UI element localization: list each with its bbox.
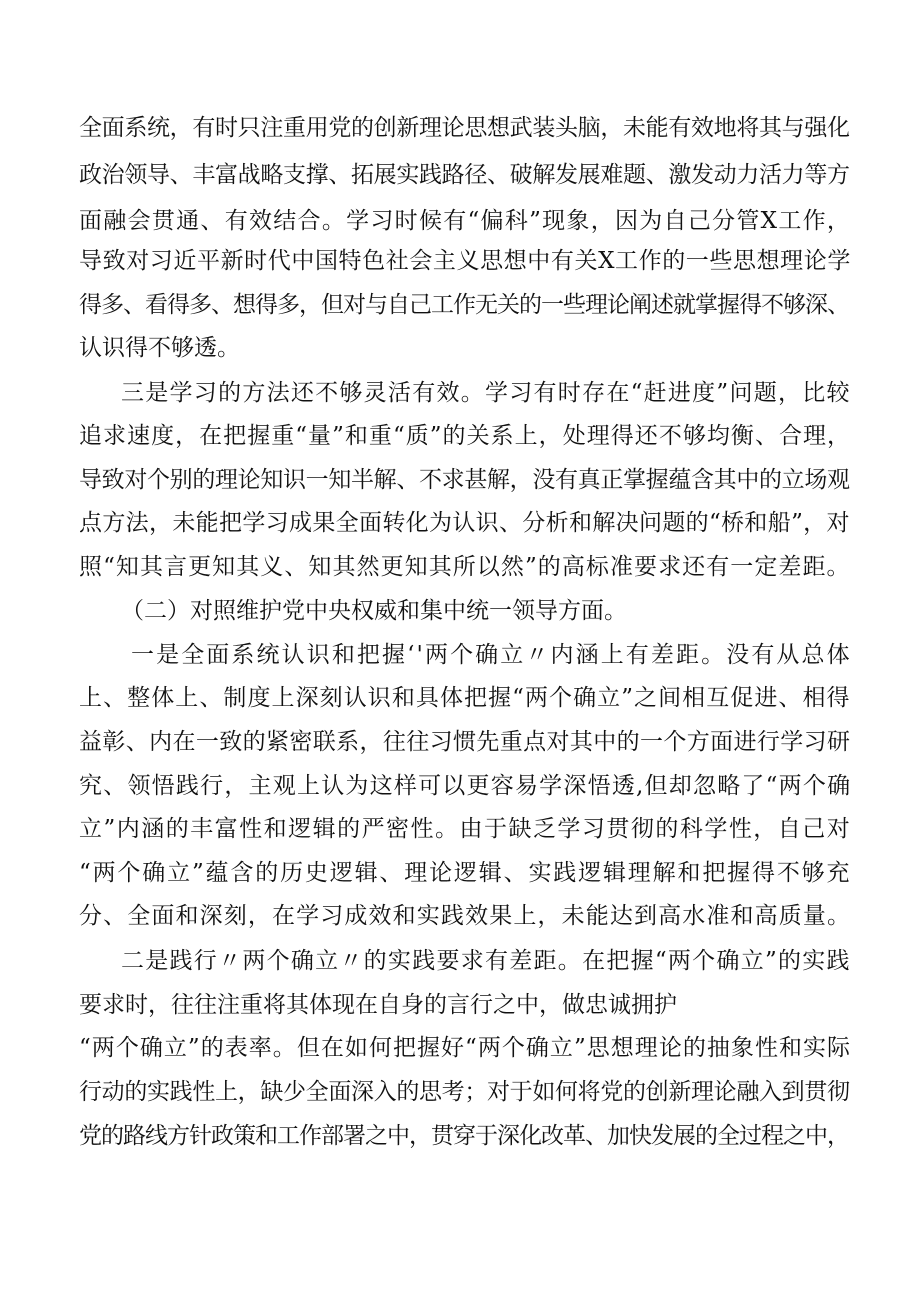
text-line-7: 三是学习的方法还不够灵活有效。学习有时存在“赶进度”问题，比较 xyxy=(121,380,851,406)
text-line-19: 分、全面和深刻，在学习成效和实践效果上，未能达到高水准和高质量。 xyxy=(79,903,852,929)
text-line-24: 党的路线方针政策和工作部署之中，贯穿于深化改革、加快发展的全过程之中， xyxy=(79,1123,849,1149)
text-line-6: 认识得不够透。 xyxy=(79,335,240,361)
text-line-8: 追求速度，在把握重“量”和重“质”的关系上，处理得还不够均衡、合理， xyxy=(79,423,852,449)
text-line-10: 点方法，未能把学习成果全面转化为认识、分析和解决问题的“桥和船”，对 xyxy=(79,510,850,536)
text-line-23: 行动的实践性上，缺少全面深入的思考；对于如何将党的创新理论融入到贯彻 xyxy=(79,1079,850,1105)
text-line-22: “两个确立”的表率。但在如何把握好“两个确立”思想理论的抽象性和实际 xyxy=(79,1035,852,1061)
text-line-3: 面融会贯通、有效结合。学习时候有“偏科”现象，因为自己分管X工作， xyxy=(79,208,852,234)
text-line-11: 照“知其言更知其义、知其然更知其所以然”的高标准要求还有一定差距。 xyxy=(79,554,851,580)
text-line-9: 导致对个别的理论知识一知半解、不求甚解，没有真正掌握蕴含其中的立场观 xyxy=(79,467,850,493)
text-line-2: 政治领导、丰富战略支撑、拓展实践路径、破解发展难题、激发动力活力等方 xyxy=(79,162,850,188)
text-line-15: 益彰、内在一致的紧密联系，往往习惯先重点对其中的一个方面进行学习研 xyxy=(79,729,851,755)
text-line-1: 全面系统，有时只注重用党的创新理论思想武装头脑，未能有效地将其与强化 xyxy=(79,115,850,141)
text-line-17: 立”内涵的丰富性和逻辑的严密性。由于缺乏学习贯彻的科学性，自己对 xyxy=(79,816,852,842)
text-line-4: 导致对习近平新时代中国特色社会主义思想中有关X工作的一些思想理论学 xyxy=(79,248,851,274)
section-heading: （二）对照维护党中央权威和集中统一领导方面。 xyxy=(121,598,627,624)
text-line-20: 二是践行〃两个确立〃的实践要求有差距。在把握“两个确立”的实践 xyxy=(121,948,851,974)
text-line-16: 究、领悟践行，主观上认为这样可以更容易学深悟透,但却忽略了“两个确 xyxy=(79,773,852,799)
text-line-5: 得多、看得多、想得多，但对与自己工作无关的一些理论阐述就掌握得不够深、 xyxy=(79,292,849,318)
text-line-18: “两个确立”蕴含的历史逻辑、理论逻辑、实践逻辑理解和把握得不够充 xyxy=(79,860,852,886)
text-line-14: 上、整体上、制度上深刻认识和具体把握“两个确立”之间相互促进、相得 xyxy=(79,685,851,711)
text-line-21: 要求时，往往注重将其体现在自身的言行之中，做忠诚拥护 xyxy=(79,992,677,1018)
text-line-13: 一是全面系统认识和把握‘'两个确立〃内涵上有差距。没有从总体 xyxy=(131,642,852,668)
